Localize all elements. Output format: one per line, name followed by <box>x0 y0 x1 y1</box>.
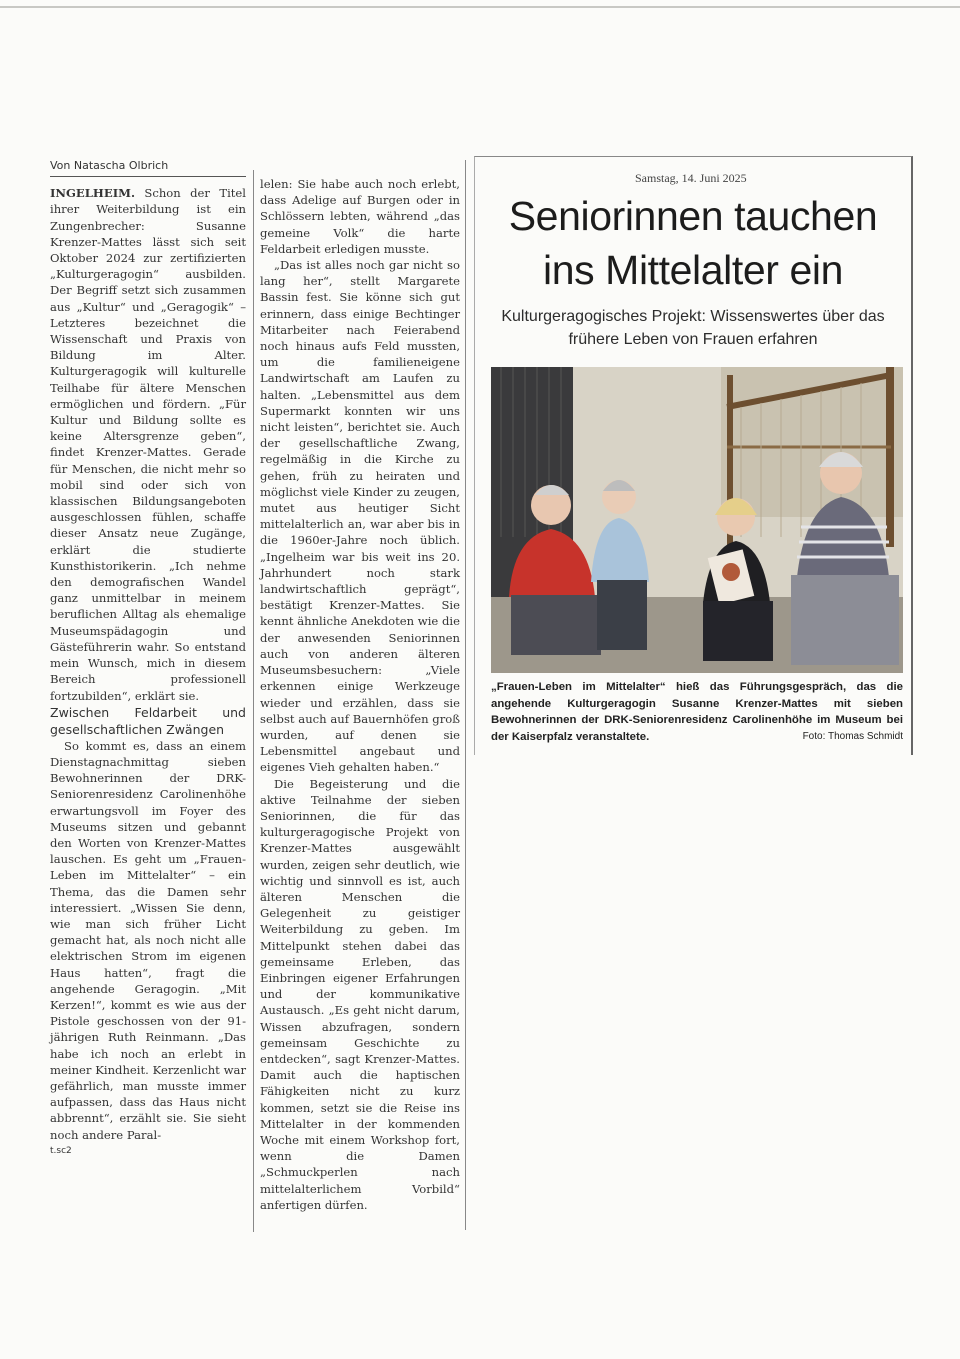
article-column-2 <box>260 176 460 1213</box>
photo <box>491 367 903 673</box>
paragraph <box>50 185 246 704</box>
paragraph: So kommt es, dass an einem Dienstagnachmittag sieben Bewohnerinnen der DRK-Seniorenresidenz Carolinenhöhe erwartungsvoll im Foyer des Museums sitzen und gebannt den Worten von Krenzer-Mattes lauschen. Es geht um „Frauen-Leben im Mittelalter“ – ein Thema, das die Damen sehr interessiert. „Wissen Sie denn, wie man sich früher Licht gemacht hat, als noch nicht alle elektrischen Strom im eigenen Haus hatten“, fragt die angehende Geragogin. „Mit Kerzen!“, kommt es wie aus der Pistole geschossen von der 91-jährigen Ruth Reinmann. „Das habe ich noch an erlebt in meiner Kindheit. Kerzenlicht war gefährlich, man musste immer aufpassen, dass das Haus nicht abbrennt“, erzählt sie. Sie sieht noch andere Paral- <box>50 738 246 1142</box>
column-rule <box>465 160 466 1230</box>
article-column-1 <box>50 158 246 1159</box>
headline-box <box>474 156 913 755</box>
photo-caption <box>491 679 903 745</box>
seniors-group-photo <box>491 367 903 673</box>
paragraph: „Das ist alles noch gar nicht so lang her“, stellt Margarete Bassin fest. Sie könne sich gut erinnern, dass einige Bechtinger Mitarbeiter nach Feierabend noch hinaus aufs Feld mussten, um die familieneigene Landwirtschaft am Laufen zu halten. „Lebensmittel aus dem Supermarkt konnten wir uns nicht leisten“, berichtet sie. Auch der gesellschaftliche Zwang, regelmäßig in die Kirche zu gehen, früh zu heiraten und möglichst viele Kinder zu zeugen, mutet aus heutiger Sicht mittelalterlich an, war aber bis in die 1960er-Jahre noch üblich. „Ingelheim war bis weit ins 20. Jahrhundert noch stark landwirtschaftlich geprägt“, bestätigt Krenzer-Mattes. Sie kennt ähnliche Anekdoten wie die der anwesenden Seniorinnen auch von anderen älteren Museumsbesuchern: „Viele erkennen einige Werkzeuge wieder und erzählen, dass sie selbst auch auf Bauernhöfen groß wurden, auf denen sie Lebensmittel angebaut und eigenes Vieh gehalten haben.“ <box>260 258 460 775</box>
column-end-mark: t.sc2 <box>50 1145 72 1156</box>
subheading: Zwischen Feldarbeit und gesellschaftlichen Zwängen <box>50 704 246 737</box>
headline: Seniorinnen tauchen ins Mittelalter ein <box>508 193 878 293</box>
caption-text: „Frauen-Leben im Mittelalter“ hieß das Führungsgespräch, das die angehende Kulturgeragogin Susanne Krenzer-Mattes mit sieben Bewohnerinnen der DRK-Seniorenresidenz Carolinenhöhe im Museum bei der Kaiserpfalz veranstaltete. <box>491 681 903 743</box>
subtitle: Kulturgeragogisches Projekt: Wissenswertes über das frühere Leben von Frauen erfahren <box>501 308 885 348</box>
byline: Von Natascha Olbrich <box>50 158 246 177</box>
paragraph-text: Schon der Titel ihrer Weiterbildung ist ein Zungenbrecher: Susanne Krenzer-Mattes lässt sich seit Oktober 2024 zur zertifizierten „Kulturgeragogin“ ausbilden. Der Begriff setzt sich zusammen aus „Kultur“ und „Geragogik“ – Letzteres bezeichnet die Wissenschaft und Praxis von Bildung im Alter. Kulturgeragogik will kulturelle Teilhabe für ältere Menschen ermöglichen und fördern. „Für Kultur und Bildung sollte es keine Altersgrenze geben“, findet Krenzer-Mattes. Gerade für Menschen, die nicht mehr so mobil sind oder sich von klassischen Bildungsangeboten ausgeschlossen fühlen, schaffe dieser Ansatz neue Zugänge, erklärt die studierte Kunsthistorikerin. „Ich nehme den demografischen Wandel ganz unmittelbar in meinem beruflichen Alltag als ehemalige Museumspädagogin und Gästeführerin wahr. So entstand mein Wunsch, mich in diesem Bereich professionell fortzubilden“, erklärt sie. <box>50 186 247 703</box>
scan-edge <box>0 6 960 8</box>
paragraph: lelen: Sie habe auch noch erlebt, dass Adelige auf Burgen oder in Schlössern lebten, während „das gemeine Volk“ die harte Feldarbeit erledigen musste. <box>260 177 460 256</box>
issue-date: Samstag, 14. Juni 2025 <box>635 171 747 185</box>
photo-credit: Foto: Thomas Schmidt <box>802 730 903 742</box>
dateline-place: INGELHEIM. <box>50 186 135 201</box>
column-rule <box>253 170 254 1232</box>
paragraph: Die Begeisterung und die aktive Teilnahme der sieben Seniorinnen, die für das kulturgeragogische Projekt von Krenzer-Mattes ausgewählt wurden, zeigen sehr deutlich, wie wichtig und sinnvoll es ist, auch älteren Menschen die Gelegenheit zu geistiger Weiterbildung zu geben. Im Mittelpunkt stehen dabei das gemeinsame Erleben, das Einbringen eigener Erfahrungen und der kommunikative Austausch. „Es geht nicht darum, Wissen abzufragen, sondern gemeinsam Geschichte zu entdecken“, sagt Krenzer-Mattes. Damit auch die haptischen Fähigkeiten nicht zu kurz kommen, setzt sie die Reise ins Mittelalter in der kommenden Woche mit einem Workshop fort, wenn die Damen „Schmuckperlen nach mittelalterlichem Vorbild“ anfertigen dürfen. <box>260 776 460 1212</box>
